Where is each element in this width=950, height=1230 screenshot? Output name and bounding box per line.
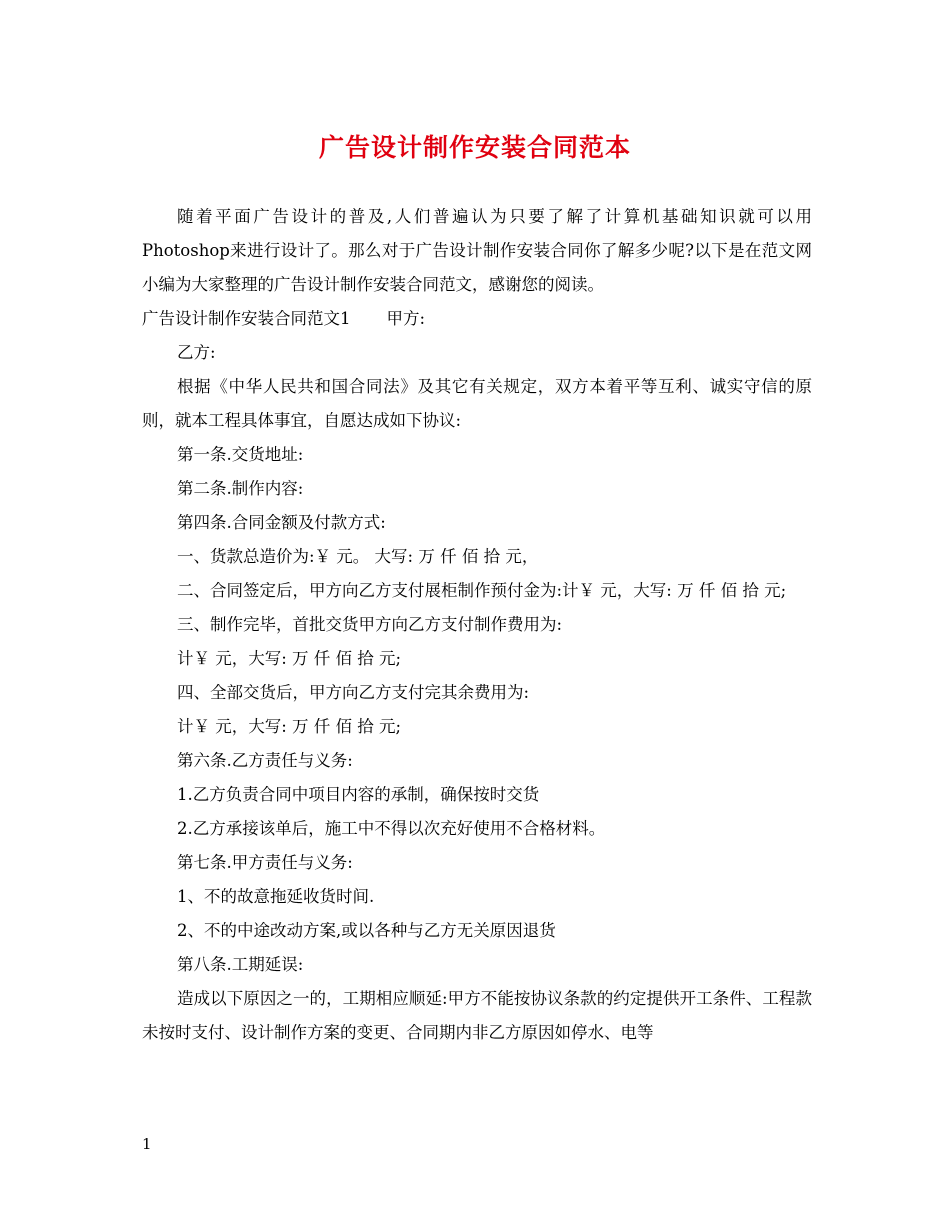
party-b-label: 乙方: bbox=[177, 343, 216, 362]
sample-heading: 广告设计制作安装合同范文1 bbox=[142, 309, 351, 328]
preamble-paragraph: 根据《中华人民共和国合同法》及其它有关规定，双方本着平等互利、诚实守信的原则，就本工程具体事宜，自愿达成如下协议: bbox=[142, 377, 812, 430]
clause-line: 第二条.制作内容: bbox=[177, 479, 304, 498]
clause-line: 三、制作完毕，首批交货甲方向乙方支付制作费用为: bbox=[177, 615, 563, 634]
clause-line: 1.乙方负责合同中项目内容的承制，确保按时交货 bbox=[177, 785, 540, 804]
clause-line: 计￥ 元，大写: 万 仟 佰 拾 元; bbox=[177, 717, 402, 736]
clause-line: 1、不的故意拖延收货时间. bbox=[177, 887, 375, 906]
payment-clause: 二、合同签定后，甲方向乙方支付展柜制作预付金为:计￥ 元，大写: 万 仟 佰 拾 元; bbox=[177, 581, 787, 600]
clause-line: 第四条.合同金额及付款方式: bbox=[177, 513, 386, 532]
clause-line: 2.乙方承接该单后，施工中不得以次充好使用不合格材料。 bbox=[177, 819, 606, 838]
intro-paragraph: 随着平面广告设计的普及,人们普遍认为只要了解了计算机基础知识就可以用Photoshop来进行设计了。那么对于广告设计制作安装合同你了解多少呢?以下是在范文网小编为大家整理的广告设计制作安装合同范文，感谢您的阅读。 bbox=[142, 207, 812, 294]
clause-line: 一、货款总造价为:￥ 元。 大写: 万 仟 佰 拾 元， bbox=[177, 547, 539, 566]
clause-line: 计￥ 元，大写: 万 仟 佰 拾 元; bbox=[177, 649, 402, 668]
document-body bbox=[142, 200, 812, 1050]
clause-line: 第七条.甲方责任与义务: bbox=[177, 853, 353, 872]
clause-line: 2、不的中途改动方案,或以各种与乙方无关原因退货 bbox=[177, 921, 556, 940]
document-title: 广告设计制作安装合同范本 bbox=[318, 133, 631, 162]
clause-line: 第八条.工期延误: bbox=[177, 955, 304, 974]
party-a-label: 甲方: bbox=[386, 309, 426, 328]
clause-line: 第六条.乙方责任与义务: bbox=[177, 751, 353, 770]
delay-paragraph: 造成以下原因之一的，工期相应顺延:甲方不能按协议条款的约定提供开工条件、工程款未按时支付、设计制作方案的变更、合同期内非乙方原因如停水、电等 bbox=[142, 989, 812, 1042]
sample-heading-line bbox=[142, 302, 812, 336]
page-number: 1 bbox=[142, 1135, 152, 1153]
clause-line: 第一条.交货地址: bbox=[177, 445, 304, 464]
clause-line: 四、全部交货后，甲方向乙方支付完其余费用为: bbox=[177, 683, 530, 702]
